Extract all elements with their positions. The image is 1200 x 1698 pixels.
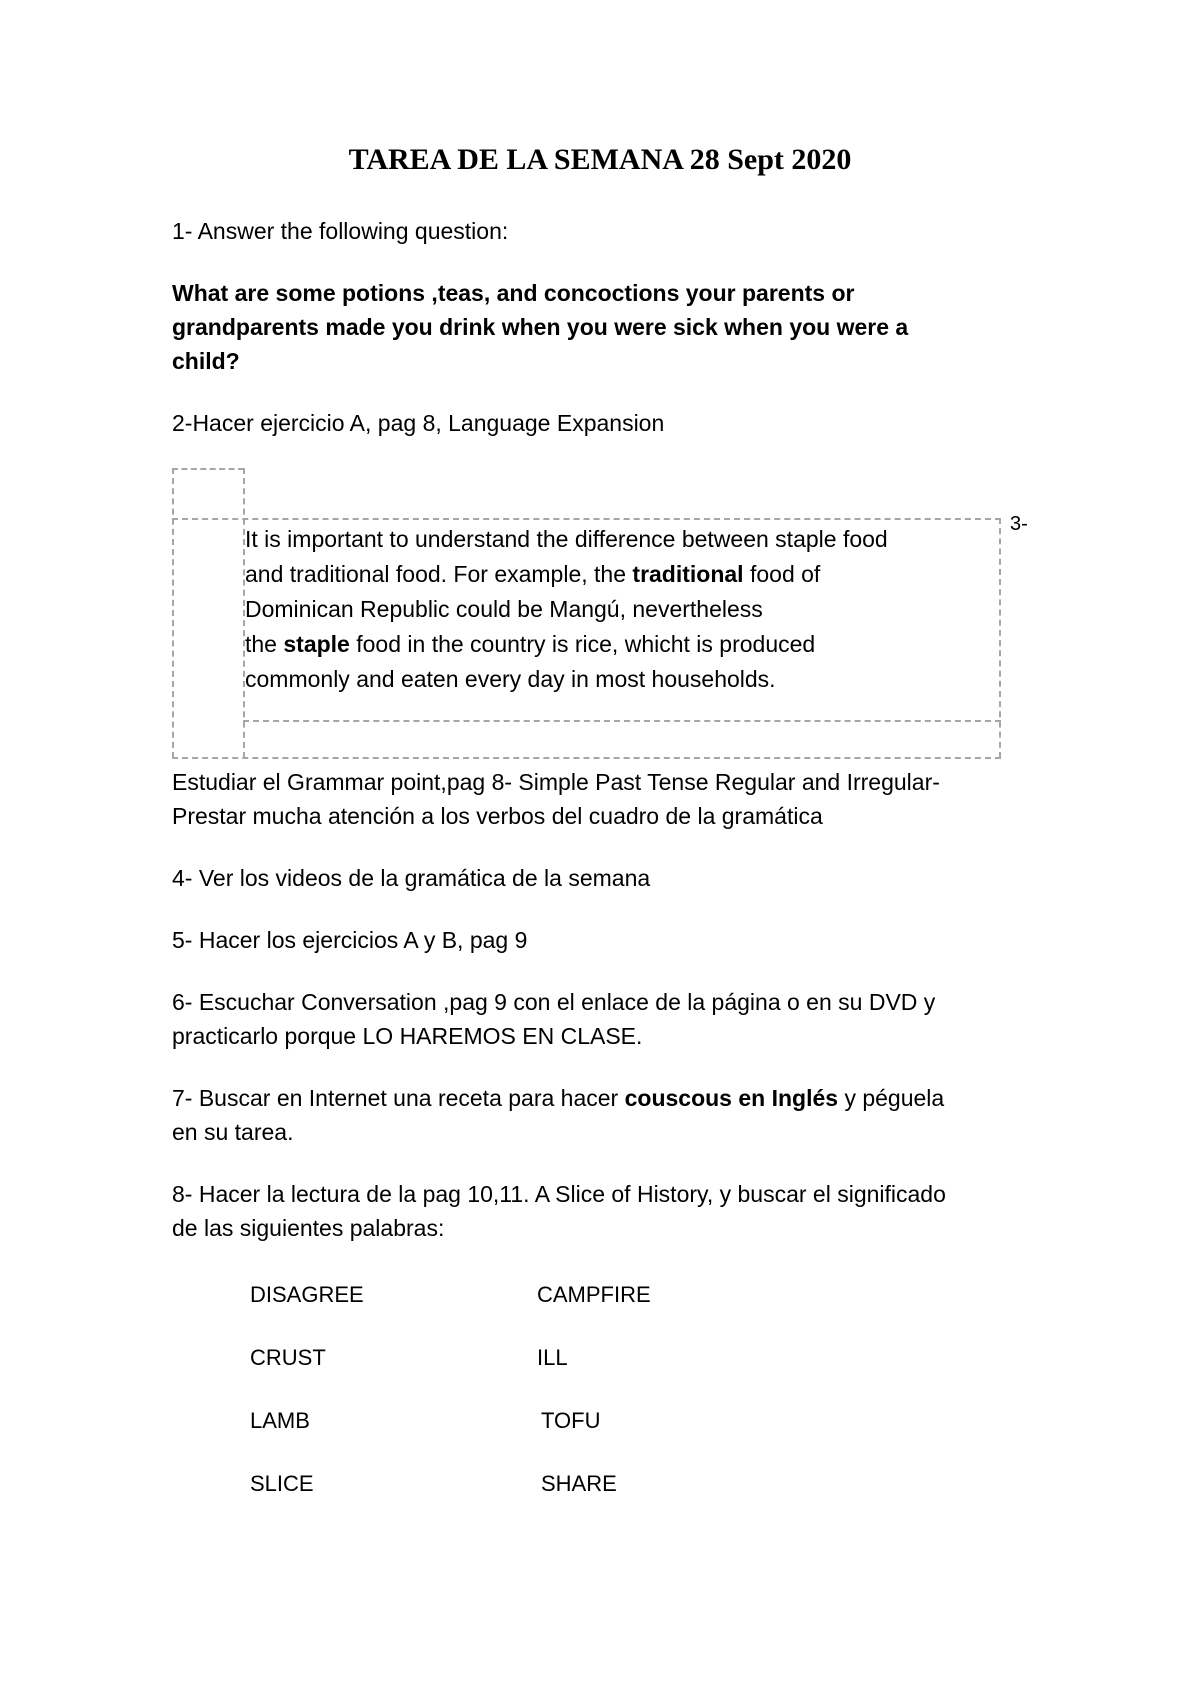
box-term-traditional: traditional: [632, 561, 744, 587]
box-line-1: It is important to understand the difference between staple food: [245, 526, 888, 552]
item-3-line-2: Prestar mucha atención a los verbos del cuadro de la gramática: [172, 803, 823, 829]
box-frame-left: [172, 468, 174, 758]
box-frame-top: [172, 518, 1001, 520]
vocab-word-left-4: SLICE: [250, 1471, 314, 1496]
item-8-line-1: 8- Hacer la lectura de la pag 10,11. A Slice of History, y buscar el significado: [172, 1181, 946, 1207]
item-8-line-2: de las siguientes palabras:: [172, 1215, 445, 1241]
box-term-staple: staple: [283, 631, 350, 657]
question-line-2: grandparents made you drink when you were sick when you were a: [172, 314, 909, 340]
item-4: 4- Ver los videos de la gramática de la semana: [172, 865, 651, 891]
box-line-2-text: and traditional food. For example, the: [245, 561, 633, 587]
item-7-line-2: en su tarea.: [172, 1119, 294, 1145]
item-5: 5- Hacer los ejercicios A y B, pag 9: [172, 927, 528, 953]
item-7-text: 7- Buscar en Internet una receta para hacer: [172, 1085, 625, 1111]
item-1-label: 1- Answer the following question:: [172, 218, 509, 244]
vocab-word-left-3: LAMB: [250, 1408, 310, 1433]
item-7-bold-term: couscous en Inglés: [624, 1085, 839, 1111]
vocab-word-right-3: TOFU: [541, 1408, 601, 1433]
box-frame-bottom: [172, 757, 1001, 759]
item-2: 2-Hacer ejercicio A, pag 8, Language Expansion: [172, 410, 665, 436]
item-7-tail: y péguela: [838, 1085, 945, 1111]
box-frame-top-small: [172, 468, 244, 470]
vocab-word-right-4: SHARE: [541, 1471, 617, 1496]
item-6-line-1: 6- Escuchar Conversation ,pag 9 con el enlace de la página o en su DVD y: [172, 989, 936, 1015]
box-line-2-tail: food of: [743, 561, 821, 587]
box-line-4-tail: food in the country is rice, whicht is produced: [349, 631, 816, 657]
vocab-word-left-1: DISAGREE: [250, 1282, 364, 1307]
vocab-word-left-2: CRUST: [250, 1345, 326, 1370]
box-line-4-text: the: [245, 631, 284, 657]
box-line-2: [245, 557, 820, 592]
question-line-1: What are some potions ,teas, and concoctions your parents or: [172, 280, 855, 306]
item-6-line-2: practicarlo porque LO HAREMOS EN CLASE.: [172, 1023, 643, 1049]
question-line-3: child?: [172, 348, 240, 374]
page-title: TAREA DE LA SEMANA 28 Sept 2020: [348, 143, 852, 176]
vocab-word-right-2: ILL: [537, 1345, 568, 1370]
box-frame-inner-bottom: [243, 720, 1001, 722]
box-frame-right: [999, 518, 1001, 758]
box-line-5: commonly and eaten every day in most households.: [245, 666, 776, 692]
vocab-word-right-1: CAMPFIRE: [537, 1282, 651, 1307]
item-3-number: 3-: [1010, 513, 1028, 535]
box-line-3: Dominican Republic could be Mangú, nevertheless: [245, 596, 763, 622]
item-7-line-1: [172, 1081, 944, 1115]
item-3-line-1: Estudiar el Grammar point,pag 8- Simple Past Tense Regular and Irregular-: [172, 769, 940, 795]
box-line-4: [245, 627, 815, 662]
